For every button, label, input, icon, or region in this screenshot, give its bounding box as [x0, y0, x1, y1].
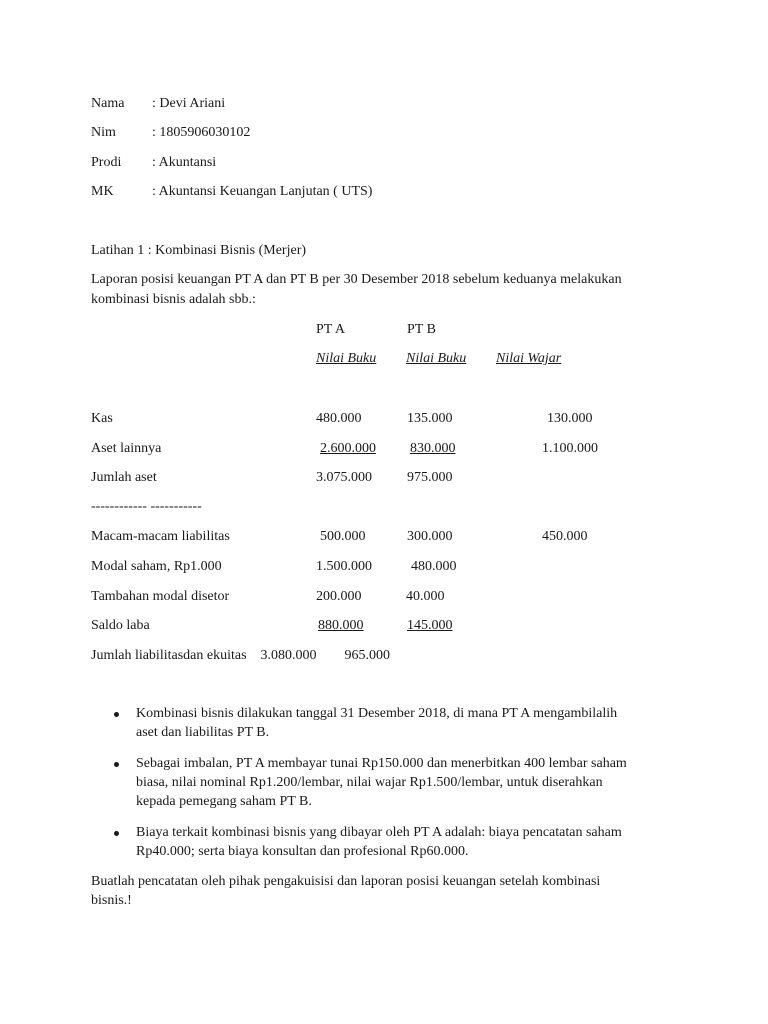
bullet-3-line-1: Biaya terkait kombinasi bisnis yang dibayar oleh PT A adalah: biaya pencatatan saham	[136, 825, 622, 840]
closing-line-2: bisnis.!	[91, 893, 132, 908]
row-label-kas: Kas	[91, 411, 113, 426]
row-modal-saham-ptb: 480.000	[411, 559, 457, 574]
bullet-2-dot	[114, 762, 119, 767]
col-header-ptb: PT B	[407, 322, 436, 337]
bullet-2-line-3: kepada pemegang saham PT B.	[136, 794, 312, 809]
bullet-2-line-2: biasa, nilai nominal Rp1.200/lembar, nilai wajar Rp1.500/lembar, untuk diserahkan	[136, 775, 603, 790]
prodi-value: : Akuntansi	[152, 155, 217, 170]
row-label-tambahan-modal: Tambahan modal disetor	[91, 589, 230, 604]
subheader-nilai-wajar: Nilai Wajar	[496, 351, 562, 366]
nama-value: : Devi Ariani	[152, 96, 226, 111]
row-kas-pta: 480.000	[316, 411, 362, 426]
exercise-title: Latihan 1 : Kombinasi Bisnis (Merjer)	[91, 243, 307, 258]
mk-label: MK	[91, 184, 114, 199]
bullet-2-line-1: Sebagai imbalan, PT A membayar tunai Rp150.000 dan menerbitkan 400 lembar saham	[136, 756, 627, 771]
bullet-1-dot	[114, 712, 119, 717]
bullet-3-dot	[114, 831, 119, 836]
mk-value: : Akuntansi Keuangan Lanjutan ( UTS)	[152, 184, 373, 199]
intro-line-2: kombinasi bisnis adalah sbb.:	[91, 292, 256, 307]
subheader-nilai-buku-b: Nilai Buku	[406, 351, 467, 366]
row-liabilitas-wajar: 450.000	[542, 529, 588, 544]
row-label-modal-saham: Modal saham, Rp1.000	[91, 559, 222, 574]
row-liabilitas-ptb: 300.000	[407, 529, 453, 544]
row-jumlah-liabilitas-ekuitas: Jumlah liabilitasdan ekuitas 3.080.000 965.000	[91, 648, 391, 663]
bullet-1-line-1: Kombinasi bisnis dilakukan tanggal 31 Desember 2018, di mana PT A mengambilalih	[136, 706, 618, 721]
row-label-liabilitas: Macam-macam liabilitas	[91, 529, 230, 544]
nim-label: Nim	[91, 125, 116, 140]
row-aset-lainnya-ptb: 830.000	[410, 441, 456, 456]
row-tambahan-modal-ptb: 40.000	[406, 589, 445, 604]
closing-line-1: Buatlah pencatatan oleh pihak pengakuisisi dan laporan posisi keuangan setelah kombinasi	[91, 874, 601, 889]
row-jumlah-aset-pta: 3.075.000	[316, 470, 372, 485]
row-saldo-laba-pta: 880.000	[318, 618, 364, 633]
row-modal-saham-pta: 1.500.000	[316, 559, 372, 574]
row-jumlah-aset-ptb: 975.000	[407, 470, 453, 485]
row-saldo-laba-ptb: 145.000	[407, 618, 453, 633]
nim-value: : 1805906030102	[152, 125, 251, 140]
col-header-pta: PT A	[316, 322, 345, 337]
row-kas-ptb: 135.000	[407, 411, 453, 426]
row-liabilitas-pta: 500.000	[320, 529, 366, 544]
separator-line: ------------ -----------	[91, 499, 202, 514]
bullet-1-line-2: aset dan liabilitas PT B.	[136, 725, 270, 740]
row-label-aset-lainnya: Aset lainnya	[91, 441, 162, 456]
row-kas-wajar: 130.000	[547, 411, 593, 426]
intro-line-1: Laporan posisi keuangan PT A dan PT B per 30 Desember 2018 sebelum keduanya melakukan	[91, 272, 622, 287]
row-aset-lainnya-wajar: 1.100.000	[542, 441, 598, 456]
nama-label: Nama	[91, 96, 125, 111]
row-label-jumlah-aset: Jumlah aset	[91, 470, 157, 485]
prodi-label: Prodi	[91, 155, 122, 170]
row-label-saldo-laba: Saldo laba	[91, 618, 150, 633]
row-tambahan-modal-pta: 200.000	[316, 589, 362, 604]
row-aset-lainnya-pta: 2.600.000	[320, 441, 376, 456]
bullet-3-line-2: Rp40.000; serta biaya konsultan dan profesional Rp60.000.	[136, 844, 469, 859]
subheader-nilai-buku-a: Nilai Buku	[316, 351, 377, 366]
